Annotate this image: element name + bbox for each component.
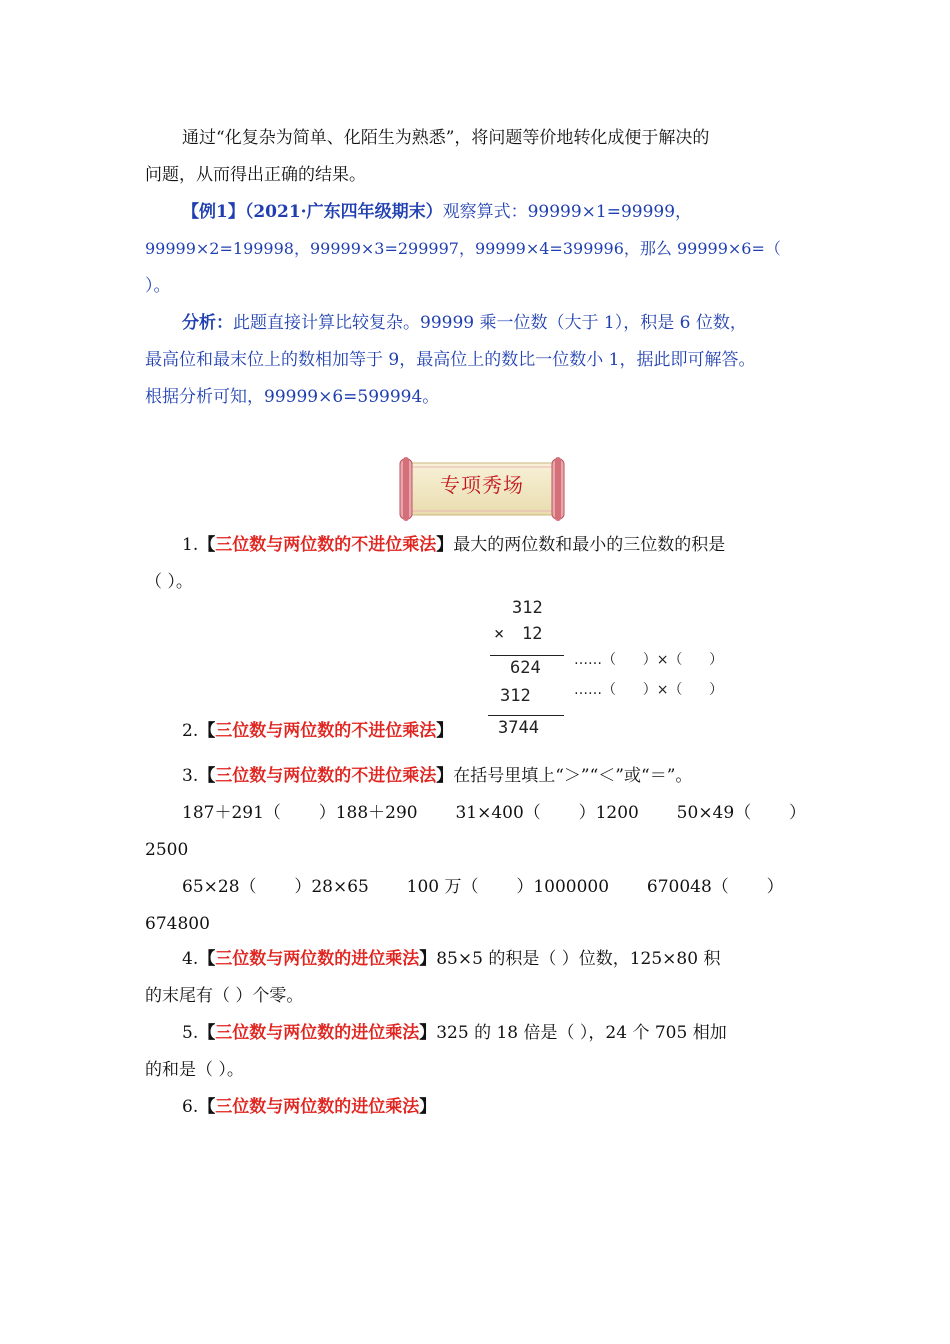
divider-line (490, 655, 564, 656)
calc-note-1: ……（ ）×（ ） (574, 652, 724, 668)
problem-1-line-1: 1.【三位数与两位数的不进位乘法】最大的两位数和最小的三位数的积是 (182, 535, 726, 555)
banner-title: 专项秀场 (440, 473, 524, 497)
problem-number: 6. (182, 1097, 199, 1117)
problem-tag: 三位数与两位数的进位乘法 (215, 949, 420, 969)
multiplicand: 312 (512, 598, 543, 618)
problem-number: 2. (182, 721, 199, 741)
problem-3-row-2: 65×28（ ）28×65 100 万（ ）1000000 670048（ ） (182, 877, 784, 897)
analysis-text: 此题直接计算比较复杂。99999 乘一位数（大于 1），积是 6 位数， (233, 313, 747, 333)
problem-tag: 三位数与两位数的不进位乘法 (215, 721, 437, 741)
problem-tag: 三位数与两位数的进位乘法 (215, 1023, 420, 1043)
problem-6-line-1: 6.【三位数与两位数的进位乘法】 (182, 1097, 437, 1117)
problem-5-line-2: 的和是（ ）。 (145, 1060, 244, 1080)
example-source: （2021·广东四年级期末） (244, 202, 443, 222)
example-line-3: ）。 (145, 276, 171, 296)
example-tag: 【例1】 (182, 202, 245, 222)
problem-5-line-1: 5.【三位数与两位数的进位乘法】325 的 18 倍是（ ），24 个 705 相加 (182, 1023, 727, 1043)
problem-4-line-1: 4.【三位数与两位数的进位乘法】85×5 的积是（ ）位数，125×80 积 (182, 949, 721, 969)
example-line-2: 99999×2=199998，99999×3=299997，99999×4=399996，那么 99999×6=（ (145, 239, 781, 258)
partial-product-2: 312 (500, 686, 531, 706)
problem-number: 1. (182, 535, 199, 555)
times-sign: × (494, 624, 505, 644)
example-line-1 (182, 201, 852, 223)
problem-3-row-2-cont: 674800 (145, 914, 210, 934)
analysis-label: 分析： (182, 313, 233, 333)
intro-line-2: 问题，从而得出正确的结果。 (145, 165, 366, 185)
partial-product-1: 624 (510, 658, 541, 678)
analysis-line-3: 根据分析可知，99999×6=599994。 (145, 387, 440, 407)
calc-note-2: ……（ ）×（ ） (574, 682, 724, 698)
problem-number: 3. (182, 766, 199, 786)
vertical-multiplication (470, 598, 760, 738)
problem-2-line-1: 2.【三位数与两位数的不进位乘法】 (182, 721, 454, 741)
intro-line-1: 通过“化复杂为简单、化陌生为熟悉”，将问题等价地转化成便于解决的 (182, 128, 710, 148)
problem-tag: 三位数与两位数的不进位乘法 (215, 766, 437, 786)
problem-3-row-1: 187＋291（ ）188＋290 31×400（ ）1200 50×49（ ） (182, 803, 807, 823)
problem-3-line-1: 3.【三位数与两位数的不进位乘法】在括号里填上“＞”“＜”或“＝”。 (182, 766, 693, 786)
problem-1-line-2: （ ）。 (145, 572, 193, 592)
problem-text: 325 的 18 倍是（ ），24 个 705 相加 (436, 1023, 727, 1043)
problem-tag: 三位数与两位数的不进位乘法 (215, 535, 437, 555)
problem-text: 最大的两位数和最小的三位数的积是 (453, 535, 726, 555)
product-result: 3744 (498, 718, 539, 738)
analysis-line-2: 最高位和最末位上的数相加等于 9，最高位上的数比一位数小 1，据此即可解答。 (145, 350, 756, 370)
divider-line (488, 715, 564, 716)
multiplier: 12 (522, 624, 543, 644)
problem-3-row-1-cont: 2500 (145, 840, 189, 860)
example-text: 观察算式：99999×1=99999， (442, 202, 693, 222)
problem-number: 5. (182, 1023, 199, 1043)
section-banner (398, 455, 566, 523)
problem-text: 85×5 的积是（ ）位数，125×80 积 (436, 949, 721, 969)
problem-number: 4. (182, 949, 199, 969)
analysis-line-1 (182, 312, 852, 334)
problem-4-line-2: 的末尾有（ ）个零。 (145, 986, 304, 1006)
problem-text: 在括号里填上“＞”“＜”或“＝”。 (453, 766, 693, 786)
problem-tag: 三位数与两位数的进位乘法 (215, 1097, 420, 1117)
